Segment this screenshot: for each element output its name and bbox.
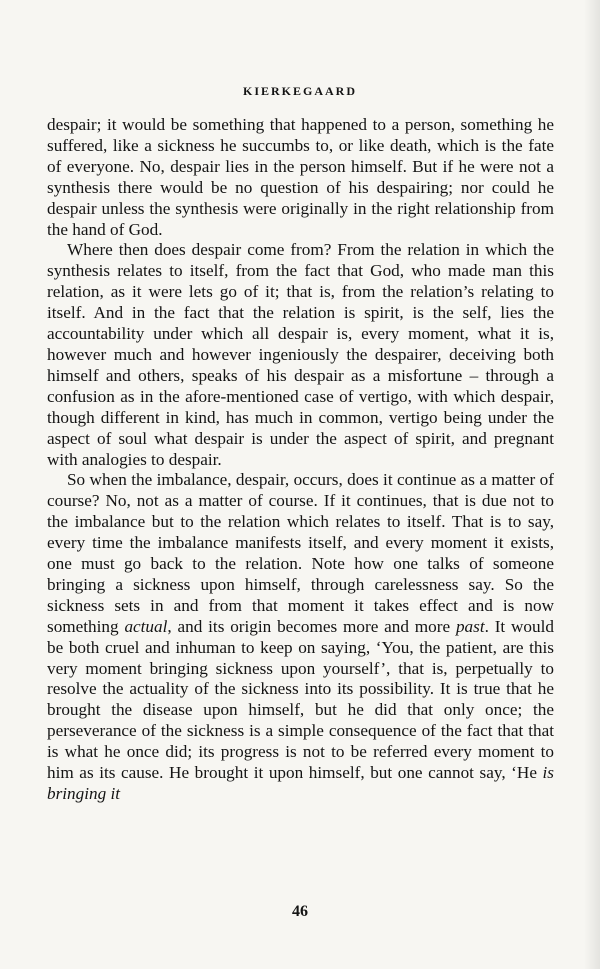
body-text	[47, 115, 554, 805]
text-run: Where then does despair come from? From the relation in which the synthesis relates to itself, from the fact that God, who made man this relation, as it were lets go of it; that is, from the relation’s relating to itself. And in the fact that the relation is spirit, is the self, lies the accountability under which all despair is, every moment, what it is, however much and however ingeniously the despairer, deceiving both himself and others, speaks of his despair as a misfortune – through a confusion as in the afore-mentioned case of vertigo, with which despair, though different in kind, has much in common, vertigo being under the aspect of soul what despair is under the aspect of spirit, and pregnant with analogies to despair.	[47, 240, 554, 469]
italic-text: is bringing it	[47, 763, 554, 803]
page-edge-shadow	[584, 0, 600, 969]
text-run: . It would be both cruel and inhuman to keep on saying, ‘You, the patient, are this very moment bringing sickness upon yourself’, that is, perpetually to resolve the actuality of the sickness into its possibility. It is true that he brought the disease upon himself, but he did that only once; the perseverance of the sickness is a simple consequence of the fact that that is what he once did; its progress is not to be referred every moment to him as its cause. He brought it upon himself, but one cannot say, ‘He	[47, 616, 554, 783]
italic-text: past	[455, 616, 485, 636]
paragraph	[47, 470, 554, 805]
paragraph	[47, 240, 554, 470]
text-run: , and its origin becomes more and more	[167, 616, 456, 636]
running-head: KIERKEGAARD	[242, 84, 357, 98]
italic-text: actual	[124, 616, 168, 636]
page-number: 46	[292, 903, 308, 920]
text-run: So when the imbalance, despair, occurs, does it continue as a matter of course? No, not as a matter of course. If it continues, that is due not to the imbalance but to the relation which relates to itself. That is to say, every time the imbalance manifests itself, and every moment it exists, one must go back to the relation. Note how one talks of someone bringing a sickness upon himself, through carelessness say. So the sickness sets in and from that moment it takes effect and is now something	[47, 470, 554, 636]
paragraph	[47, 115, 554, 240]
text-run: despair; it would be something that happened to a person, something he suffered, like a sickness he succumbs to, or like death, which is the fate of everyone. No, despair lies in the person himself. But if he were not a synthesis there would be no question of his despairing; nor could he despair unless the synthesis were originally in the right relationship from the hand of God.	[47, 115, 554, 239]
